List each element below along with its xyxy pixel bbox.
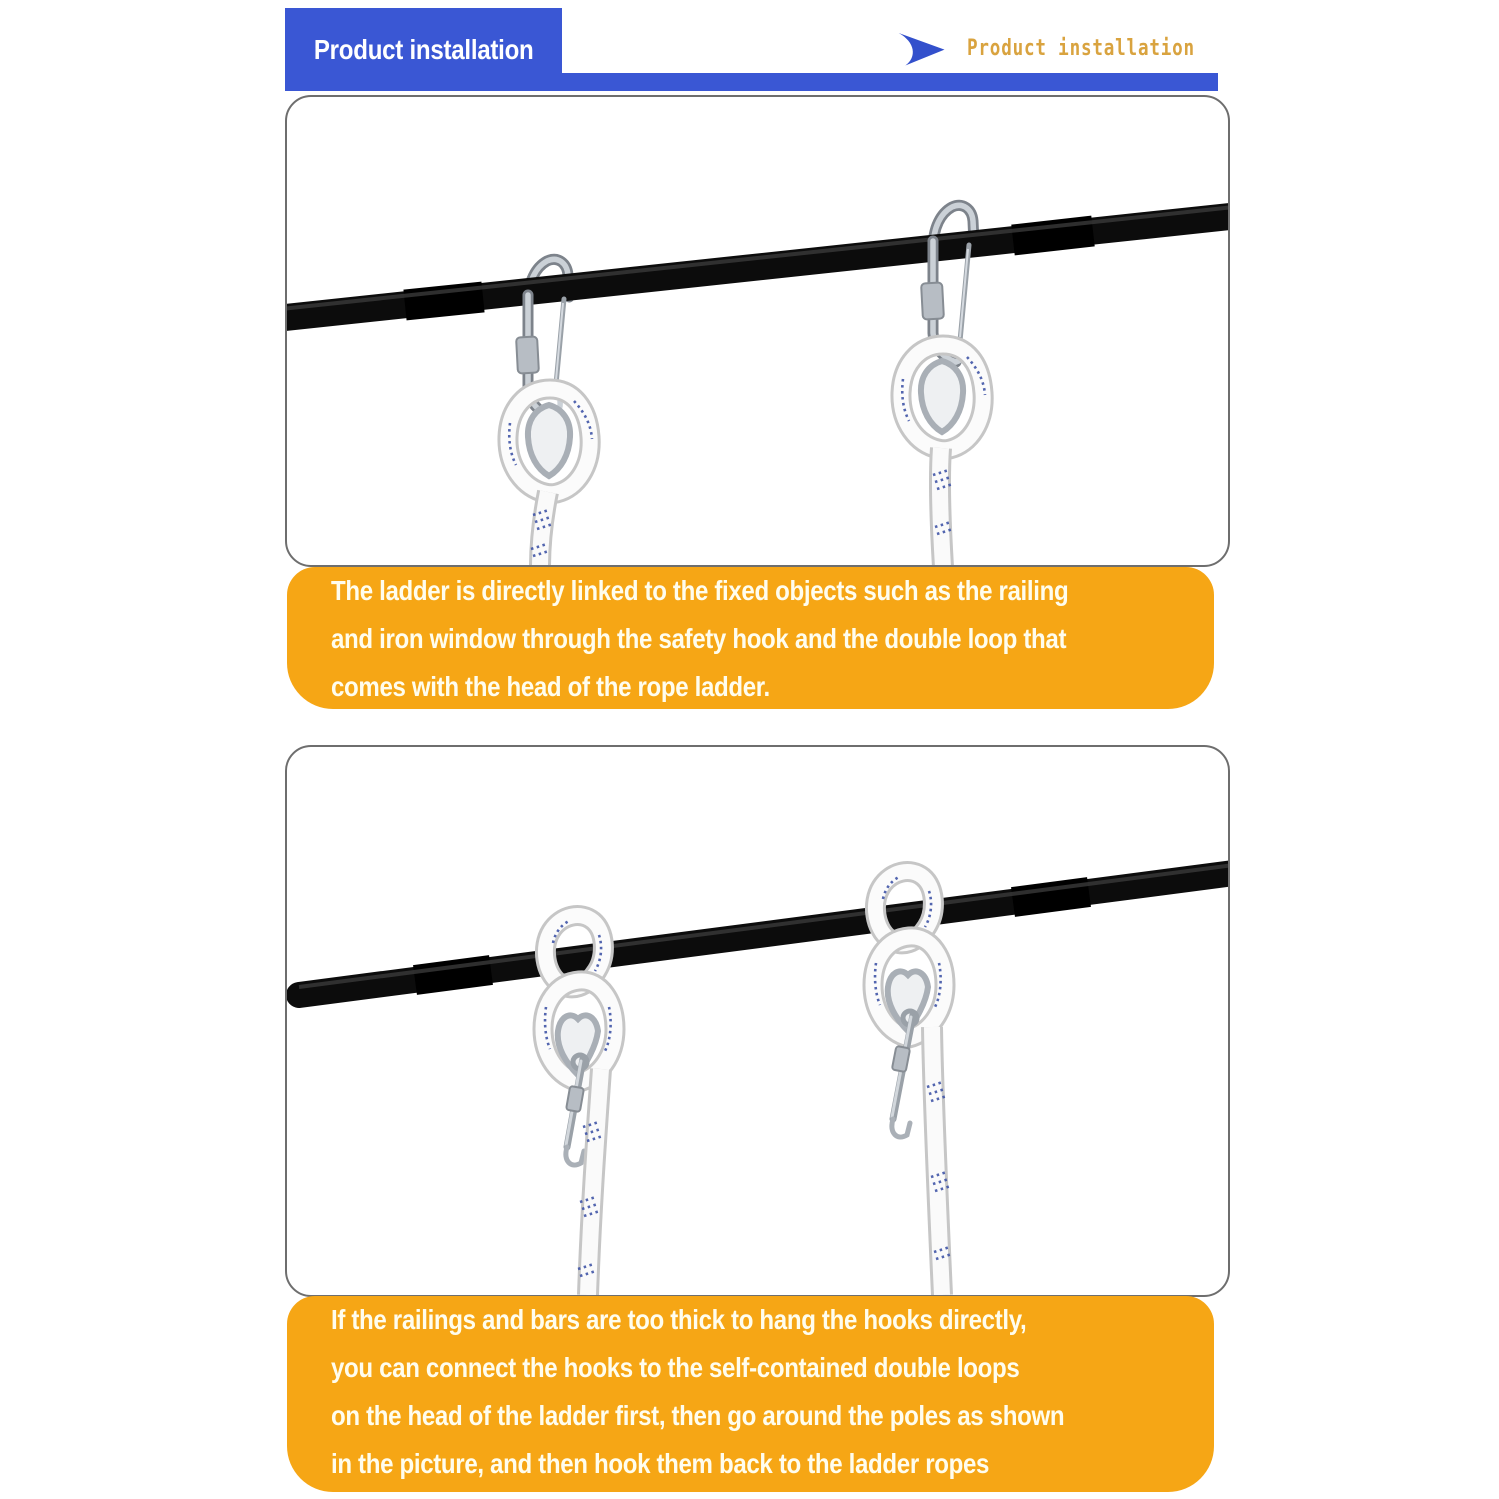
- caption-line: If the railings and bars are too thick to hang the hooks directly,: [331, 1304, 1027, 1335]
- caption-line: in the picture, and then hook them back to the ladder ropes: [331, 1448, 990, 1479]
- banner-title: Product installation: [313, 33, 534, 65]
- photo-hooks-on-pole: [285, 95, 1230, 567]
- caption-box-direct-hook: [287, 567, 1214, 709]
- railing-pole: [299, 865, 1228, 995]
- rope-loop-left: [508, 389, 592, 565]
- railing-pole: [287, 207, 1228, 318]
- caption-line: The ladder is directly linked to the fixed objects such as the railing: [331, 575, 1069, 606]
- photo-loops-illustration: [287, 747, 1228, 1295]
- arrow-icon: [897, 28, 947, 68]
- caption-line: comes with the head of the rope ladder.: [331, 671, 770, 702]
- photo-ropes-looped-on-pole: [285, 745, 1230, 1297]
- rope-loop-right: [901, 345, 985, 565]
- rope-tail-right: [927, 1027, 952, 1295]
- caption-box-loop-around: [287, 1296, 1214, 1492]
- caption-line: you can connect the hooks to the self-contained double loops: [331, 1352, 1020, 1383]
- header-banner: [285, 8, 562, 91]
- breadcrumb-label: Product installation: [967, 35, 1195, 61]
- photo-hooks-illustration: [287, 97, 1228, 565]
- caption-line: on the head of the ladder first, then go around the poles as shown: [331, 1400, 1065, 1431]
- breadcrumb: [897, 28, 1252, 68]
- caption-line: and iron window through the safety hook and the double loop that: [331, 623, 1067, 654]
